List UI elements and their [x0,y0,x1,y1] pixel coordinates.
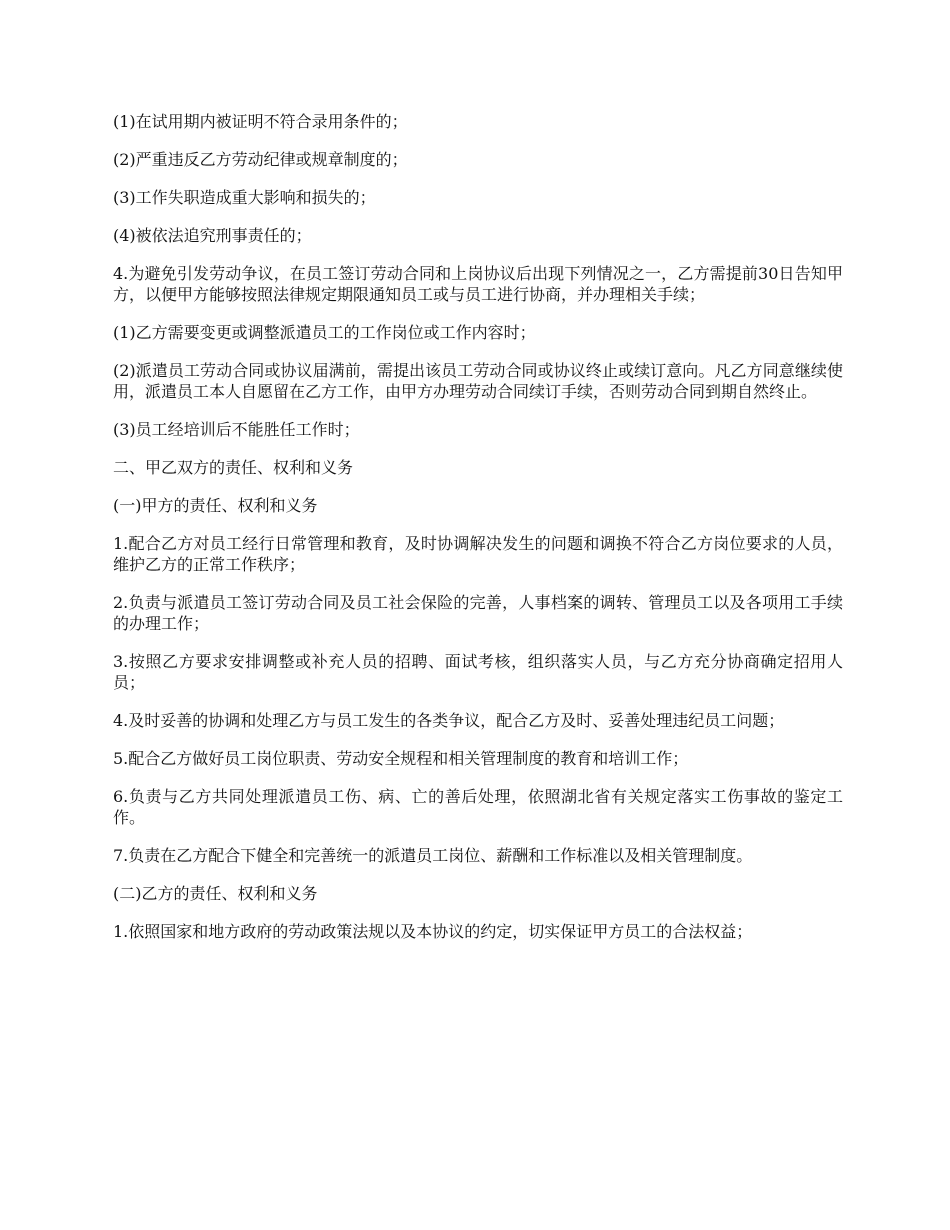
clause-paragraph: 2.负责与派遣员工签订劳动合同及员工社会保险的完善，人事档案的调转、管理员工以及各项用工手续的办理工作； [113,593,843,633]
clause-paragraph: 7.负责在乙方配合下健全和完善统一的派遣员工岗位、薪酬和工作标准以及相关管理制度。 [113,846,753,865]
subsection-heading: (一)甲方的责任、权利和义务 [113,496,318,515]
clause-paragraph: 4.及时妥善的协调和处理乙方与员工发生的各类争议，配合乙方及时、妥善处理违纪员工问题； [113,711,785,730]
clause-paragraph: (4)被依法追究刑事责任的； [113,226,312,245]
document-body [113,111,843,959]
clause-paragraph: (1)在试用期内被证明不符合录用条件的； [113,112,408,131]
clause-paragraph: 1.配合乙方对员工经行日常管理和教育，及时协调解决发生的问题和调换不符合乙方岗位要求的人员，维护乙方的正常工作秩序； [113,534,843,574]
clause-paragraph: 4.为避免引发劳动争议，在员工签订劳动合同和上岗协议后出现下列情况之一，乙方需提前30日告知甲方，以便甲方能够按照法律规定期限通知员工或与员工进行协商，并办理相关手续； [113,264,843,304]
clause-paragraph: 3.按照乙方要求安排调整或补充人员的招聘、面试考核，组织落实人员，与乙方充分协商确定招用人员； [113,652,843,692]
section-heading: 二、甲乙双方的责任、权利和义务 [113,458,354,477]
clause-paragraph: (3)工作失职造成重大影响和损失的； [113,188,376,207]
clause-paragraph: (2)严重违反乙方劳动纪律或规章制度的； [113,150,408,169]
clause-paragraph: 1.依照国家和地方政府的劳动政策法规以及本协议的约定，切实保证甲方员工的合法权益； [113,922,753,941]
clause-paragraph: (2)派遣员工劳动合同或协议届满前，需提出该员工劳动合同或协议终止或续订意向。凡乙方同意继续使用，派遣员工本人自愿留在乙方工作，由甲方办理劳动合同续订手续，否则劳动合同到期自然终止。 [113,361,843,401]
subsection-heading: (二)乙方的责任、权利和义务 [113,884,318,903]
clause-paragraph: 5.配合乙方做好员工岗位职责、劳动安全规程和相关管理制度的教育和培训工作； [113,749,689,768]
clause-paragraph: (1)乙方需要变更或调整派遣员工的工作岗位或工作内容时； [113,323,536,342]
clause-paragraph: (3)员工经培训后不能胜任工作时； [113,420,360,439]
clause-paragraph: 6.负责与乙方共同处理派遣员工伤、病、亡的善后处理，依照湖北省有关规定落实工伤事故的鉴定工作。 [113,787,843,827]
